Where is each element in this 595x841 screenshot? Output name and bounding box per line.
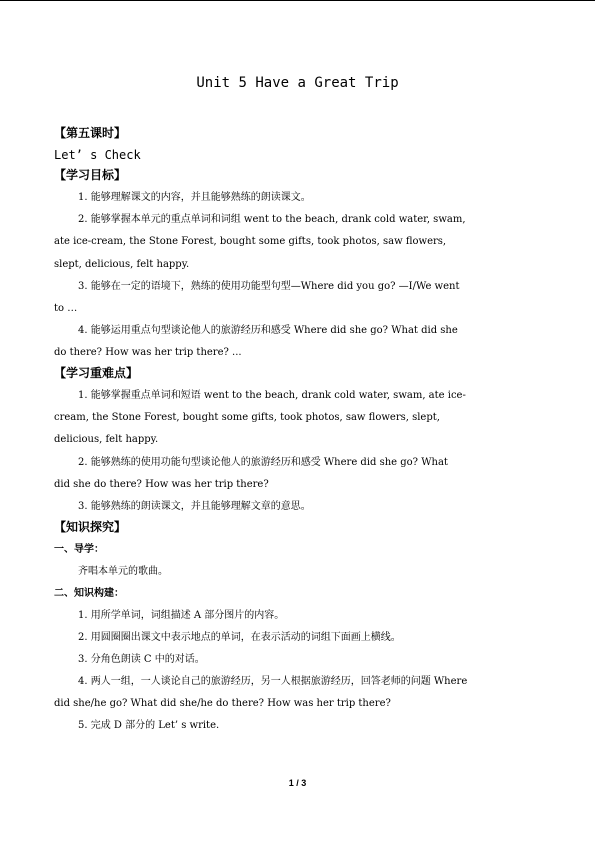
objective-line-6: to … — [54, 303, 78, 314]
build-line-5: did she/he go? What did she/he do there? How was her trip there? — [54, 698, 391, 709]
page-number: 1 / 3 — [288, 778, 307, 788]
key-point-line-6: 3. 能够熟练的朗读课文，并且能够理解文章的意思。 — [78, 501, 311, 512]
key-point-line-2: cream, the Stone Forest, bought some gifts, took photos, saw flowers, slept, — [54, 412, 440, 423]
objective-line-7: 4. 能够运用重点句型谈论他人的旅游经历和感受 Where did she go? What did she — [78, 325, 458, 336]
guide-line: 齐唱本单元的歌曲。 — [78, 566, 168, 577]
objectives-heading: 【学习目标】 — [54, 168, 127, 182]
build-line-4: 4. 两人一组，一人谈论自己的旅游经历，另一人根据旅游经历，回答老师的问题 Where — [78, 676, 468, 687]
guide-heading: 一、导学： — [54, 544, 104, 555]
objective-line-4: slept, delicious, felt happy. — [54, 259, 190, 270]
build-line-6: 5. 完成 D 部分的 Let’ s write. — [78, 720, 220, 731]
objective-line-1: 1. 能够理解课文的内容，并且能够熟练的朗读课文。 — [78, 192, 311, 203]
objective-line-3: ate ice-cream, the Stone Forest, bought some gifts, took photos, saw flowers, — [54, 236, 447, 247]
build-line-1: 1. 用所学单词，词组描述 A 部分图片的内容。 — [78, 610, 285, 621]
lesson-heading: 【第五课时】 — [54, 126, 127, 140]
objective-line-2: 2. 能够掌握本单元的重点单词和词组 went to the beach, drank cold water, swam, — [78, 214, 466, 225]
key-point-line-3: delicious, felt happy. — [54, 434, 159, 445]
key-point-line-4: 2. 能够熟练的使用功能句型谈论他人的旅游经历和感受 Where did she go? What — [78, 457, 448, 468]
build-line-3: 3. 分角色朗读 C 中的对话。 — [78, 654, 205, 665]
page-title: Unit 5 Have a Great Trip — [196, 75, 399, 91]
key-point-line-1: 1. 能够掌握重点单词和短语 went to the beach, drank cold water, swam, ate ice- — [78, 390, 466, 401]
build-heading: 二、知识构建： — [54, 588, 124, 599]
key-points-heading: 【学习重难点】 — [54, 366, 139, 380]
top-rule — [0, 0, 595, 1]
exploration-heading: 【知识探究】 — [54, 520, 127, 534]
build-line-2: 2. 用圆圈圈出课文中表示地点的单词，在表示活动的词组下面画上横线。 — [78, 632, 401, 643]
section-name: Let’ s Check — [54, 148, 141, 162]
objective-line-8: do there? How was her trip there? ... — [54, 347, 242, 358]
key-point-line-5: did she do there? How was her trip there? — [54, 479, 269, 490]
objective-line-5: 3. 能够在一定的语境下，熟练的使用功能型句型—Where did you go? —I/We went — [78, 281, 460, 292]
